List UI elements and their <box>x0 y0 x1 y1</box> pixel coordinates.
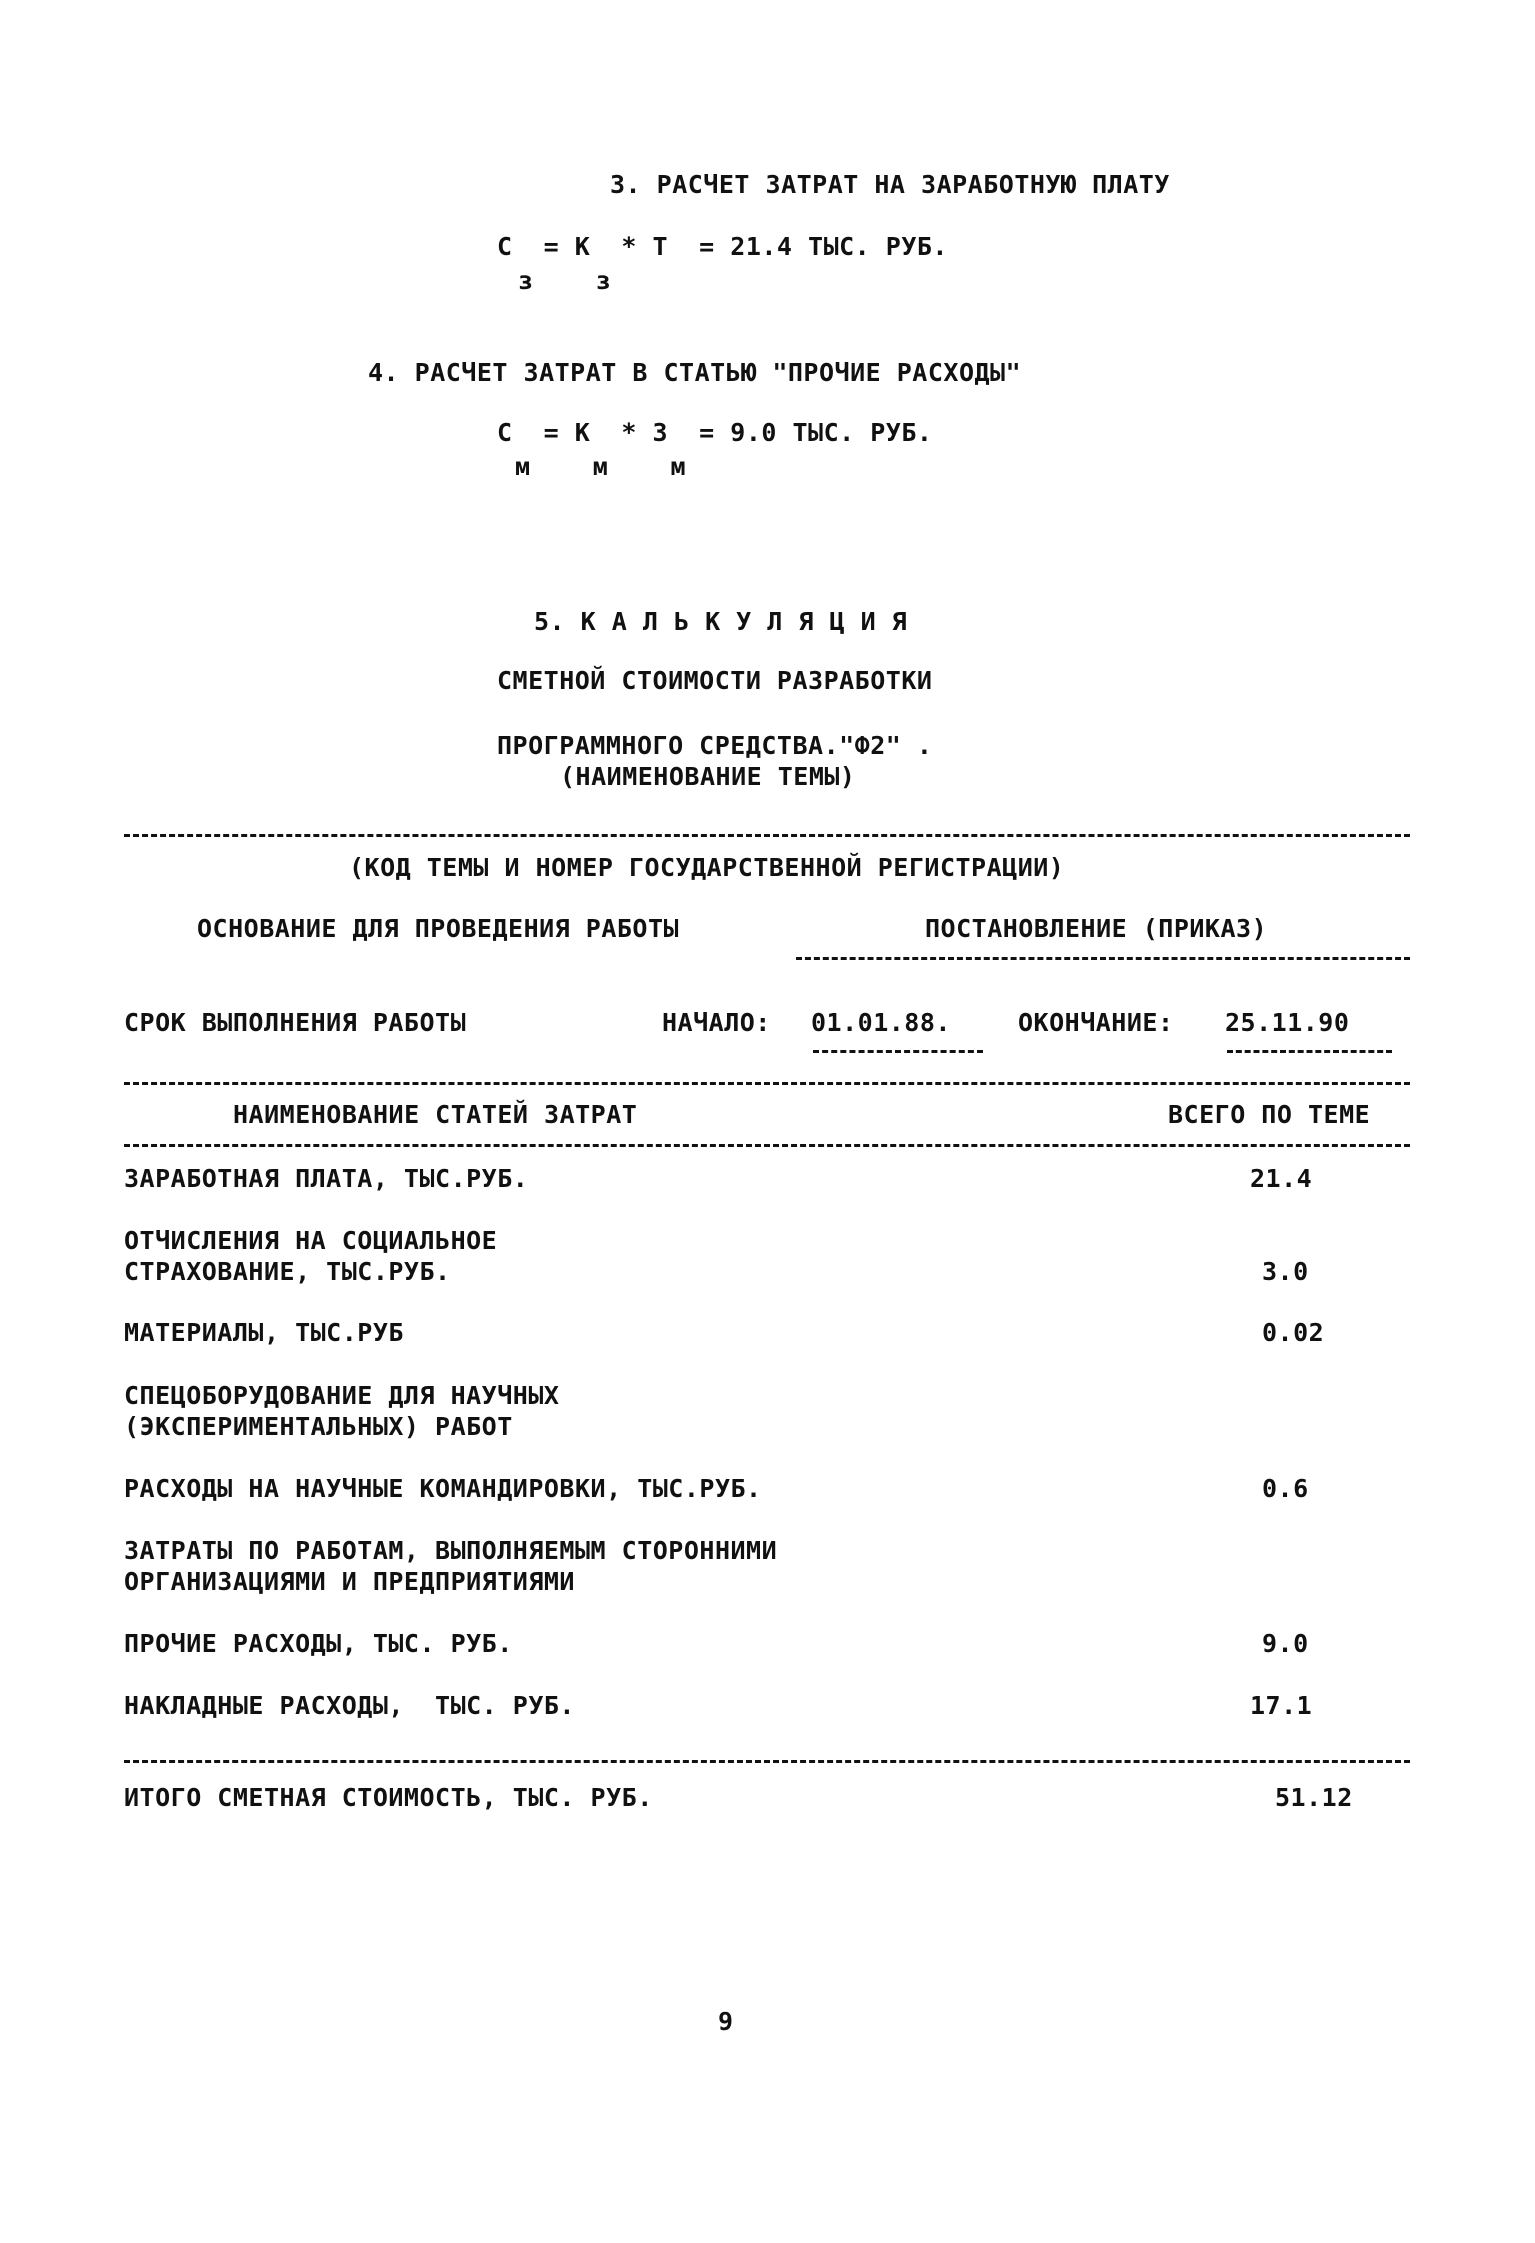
section3-formula-subscripts: з з <box>518 266 612 295</box>
table-row-5-label: РАСХОДЫ НА НАУЧНЫЕ КОМАНДИРОВКИ, ТЫС.РУБ. <box>124 1474 762 1503</box>
page-number: 9 <box>718 2007 734 2036</box>
table-row-4-label: СПЕЦОБОРУДОВАНИЕ ДЛЯ НАУЧНЫХ <box>124 1381 560 1410</box>
term-end-value: 25.11.90 <box>1225 1008 1350 1037</box>
total-value: 51.12 <box>1275 1783 1353 1812</box>
section4-formula-subscripts: м м м <box>515 452 687 481</box>
section3-formula: C = K * T = 21.4 ТЫС. РУБ. <box>497 232 948 261</box>
table-header-total: ВСЕГО ПО ТЕМЕ <box>1168 1100 1371 1129</box>
term-start-label: НАЧАЛО: <box>662 1008 771 1037</box>
term-end-underline <box>1227 1050 1392 1053</box>
table-row-2-label-cont: СТРАХОВАНИЕ, ТЫС.РУБ. <box>124 1257 451 1286</box>
basis-label: ОСНОВАНИЕ ДЛЯ ПРОВЕДЕНИЯ РАБОТЫ <box>197 914 680 943</box>
divider-top <box>124 834 1410 837</box>
term-start-value: 01.01.88. <box>811 1008 951 1037</box>
term-end-label: ОКОНЧАНИЕ: <box>1018 1008 1174 1037</box>
basis-value: ПОСТАНОВЛЕНИЕ (ПРИКАЗ) <box>925 914 1268 943</box>
estimate-title-line: СМЕТНОЙ СТОИМОСТИ РАЗРАБОТКИ <box>497 666 933 695</box>
table-row-3-value: 0.02 <box>1262 1318 1325 1347</box>
table-row-7-value: 9.0 <box>1262 1629 1309 1658</box>
table-row-6-label: ЗАТРАТЫ ПО РАБОТАМ, ВЫПОЛНЯЕМЫМ СТОРОННИМИ <box>124 1536 778 1565</box>
table-row-8-label: НАКЛАДНЫЕ РАСХОДЫ, ТЫС. РУБ. <box>124 1691 575 1720</box>
topic-name-caption: (НАИМЕНОВАНИЕ ТЕМЫ) <box>560 762 856 791</box>
table-row-4-label-cont: (ЭКСПЕРИМЕНТАЛЬНЫХ) РАБОТ <box>124 1412 513 1441</box>
divider-table-header <box>124 1144 1410 1147</box>
section3-heading: 3. РАСЧЕТ ЗАТРАТ НА ЗАРАБОТНУЮ ПЛАТУ <box>610 170 1170 199</box>
registration-caption: (КОД ТЕМЫ И НОМЕР ГОСУДАРСТВЕННОЙ РЕГИСТРАЦИИ) <box>349 853 1065 882</box>
table-row-1-label: ЗАРАБОТНАЯ ПЛАТА, ТЫС.РУБ. <box>124 1164 529 1193</box>
term-label: СРОК ВЫПОЛНЕНИЯ РАБОТЫ <box>124 1008 467 1037</box>
section4-heading: 4. РАСЧЕТ ЗАТРАТ В СТАТЬЮ "ПРОЧИЕ РАСХОДЫ" <box>368 358 1022 387</box>
table-row-3-label: МАТЕРИАЛЫ, ТЫС.РУБ <box>124 1318 404 1347</box>
divider-table-top <box>124 1082 1410 1085</box>
divider-total <box>124 1760 1410 1763</box>
topic-name: ПРОГРАММНОГО СРЕДСТВА."Ф2" . <box>497 731 933 760</box>
table-header-name: НАИМЕНОВАНИЕ СТАТЕЙ ЗАТРАТ <box>233 1100 638 1129</box>
term-start-underline <box>813 1050 983 1053</box>
table-row-5-value: 0.6 <box>1262 1474 1309 1503</box>
section4-formula: C = K * З = 9.0 ТЫС. РУБ. <box>497 418 933 447</box>
table-row-2-value: 3.0 <box>1262 1257 1309 1286</box>
basis-underline <box>796 957 1410 960</box>
table-row-1-value: 21.4 <box>1250 1164 1313 1193</box>
total-label: ИТОГО СМЕТНАЯ СТОИМОСТЬ, ТЫС. РУБ. <box>124 1783 653 1812</box>
table-row-8-value: 17.1 <box>1250 1691 1313 1720</box>
table-row-7-label: ПРОЧИЕ РАСХОДЫ, ТЫС. РУБ. <box>124 1629 513 1658</box>
calculation-heading: 5. К А Л Ь К У Л Я Ц И Я <box>534 607 908 636</box>
table-row-2-label: ОТЧИСЛЕНИЯ НА СОЦИАЛЬНОЕ <box>124 1226 498 1255</box>
table-row-6-label-cont: ОРГАНИЗАЦИЯМИ И ПРЕДПРИЯТИЯМИ <box>124 1567 575 1596</box>
